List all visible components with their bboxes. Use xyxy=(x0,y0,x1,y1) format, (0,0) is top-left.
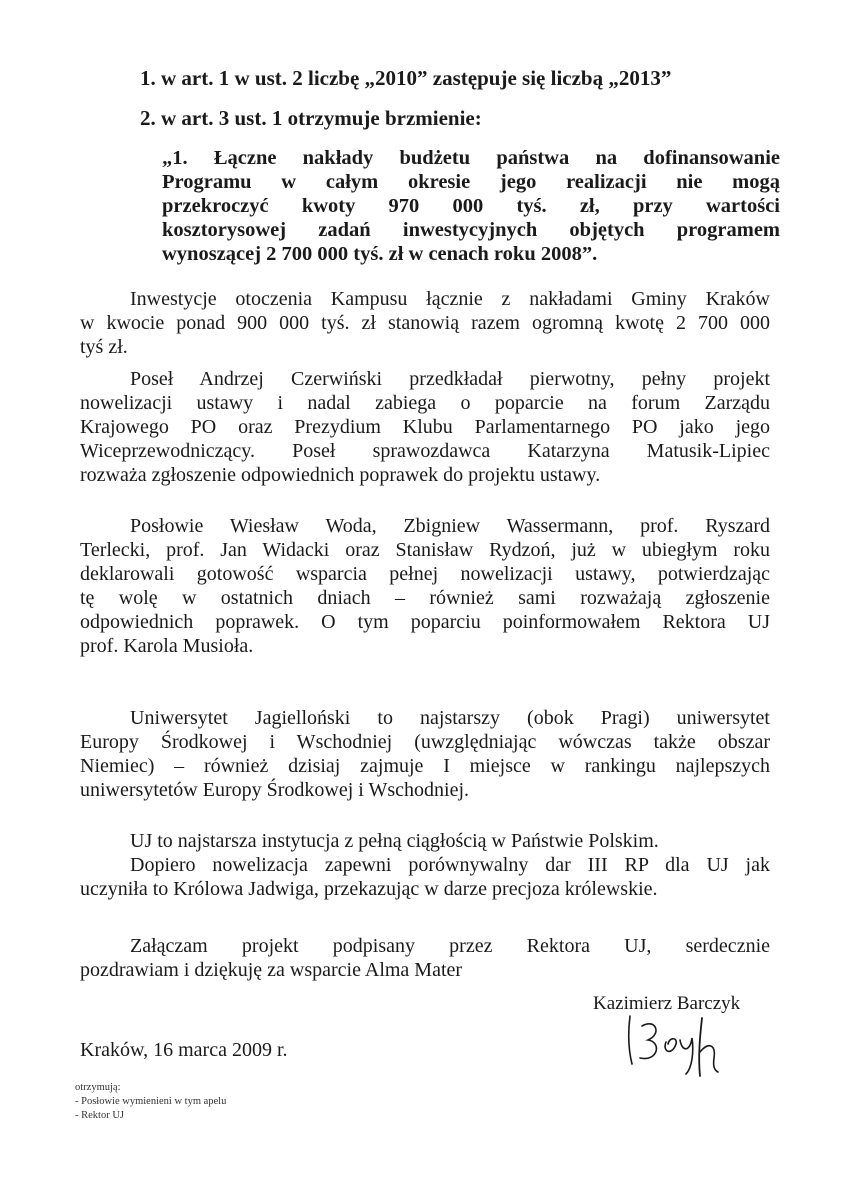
paragraph-closing xyxy=(80,934,770,982)
paragraph-line: Krajowego PO oraz Prezydium Klubu Parlamentarnego PO jako jego xyxy=(80,416,770,438)
paragraph-line: Wiceprzewodniczący. Poseł sprawozdawca Katarzyna Matusik-Lipiec xyxy=(80,440,770,462)
paragraph-line: w kwocie ponad 900 000 tyś. zł stanowią razem ogromną kwotę 2 700 000 xyxy=(80,312,770,334)
distribution-recipient: - Rektor UJ xyxy=(75,1110,124,1121)
paragraph-line: tyś zł. xyxy=(80,336,128,358)
paragraph-line: Niemiec) – również dzisiaj zajmuje I miejsce w rankingu najlepszych xyxy=(80,755,770,777)
quote-line: wynoszącej 2 700 000 tyś. zł w cenach roku 2008”. xyxy=(162,243,598,265)
quote-line: przekroczyć kwoty 970 000 tyś. zł, przy wartości xyxy=(162,195,780,217)
paragraph-line: Poseł Andrzej Czerwiński przedkładał pierwotny, pełny projekt xyxy=(130,368,770,390)
paragraph-line: rozważa zgłoszenie odpowiednich poprawek do projektu ustawy. xyxy=(80,464,601,486)
paragraph-mps-support xyxy=(80,514,770,658)
paragraph-line: deklarowali gotowość wsparcia pełnej nowelizacji ustawy, potwierdzając xyxy=(80,563,770,585)
amendment-item-1: 1. w art. 1 w ust. 2 liczbę „2010” zastępuje się liczbą „2013” xyxy=(140,66,672,90)
signer-name: Kazimierz Barczyk xyxy=(593,993,741,1014)
amendment-quote xyxy=(162,146,780,266)
quote-line: Programu w całym okresie jego realizacji nie mogą xyxy=(162,171,780,193)
paragraph-czerwinski xyxy=(80,367,770,487)
paragraph-line: prof. Karola Musioła. xyxy=(80,635,254,657)
paragraph-campus-investments xyxy=(80,287,770,359)
paragraph-line: Europy Środkowej i Wschodniej (uwzględniając wówczas także obszar xyxy=(80,731,770,753)
quote-line: kosztorysowej zadań inwestycyjnych objętych programem xyxy=(162,219,780,241)
paragraph-line: uniwersytetów Europy Środkowej i Wschodniej. xyxy=(80,779,470,801)
paragraph-line: UJ to najstarsza instytucja z pełną ciągłością w Państwie Polskim. xyxy=(130,830,659,852)
place-and-date: Kraków, 16 marca 2009 r. xyxy=(80,1039,288,1061)
distribution-recipient: - Posłowie wymienieni w tym apelu xyxy=(75,1096,227,1107)
paragraph-line: uczyniła to Królowa Jadwiga, przekazując w darze precjoza królewskie. xyxy=(80,878,658,900)
distribution-heading: otrzymują: xyxy=(75,1082,121,1093)
paragraph-line: odpowiednich poprawek. O tym poparciu poinformowałem Rektora UJ xyxy=(80,611,770,633)
paragraph-line: Terlecki, prof. Jan Widacki oraz Stanisław Rydzoń, już w ubiegłym roku xyxy=(80,539,770,561)
handwritten-signature xyxy=(622,1012,727,1080)
paragraph-line: Posłowie Wiesław Woda, Zbigniew Wassermann, prof. Ryszard xyxy=(130,515,770,537)
amendment-item-2: 2. w art. 3 ust. 1 otrzymuje brzmienie: xyxy=(140,106,482,130)
paragraph-line: nowelizacji ustawy i nadal zabiega o poparcie na forum Zarządu xyxy=(80,392,770,414)
distribution-list xyxy=(75,1081,226,1123)
paragraph-continuity xyxy=(80,829,770,901)
paragraph-line: Dopiero nowelizacja zapewni porównywalny dar III RP dla UJ jak xyxy=(130,854,770,876)
paragraph-line: tę wolę w ostatnich dniach – również sami rozważają zgłoszenie xyxy=(80,587,770,609)
paragraph-line: Załączam projekt podpisany przez Rektora UJ, serdecznie xyxy=(130,935,770,957)
paragraph-university xyxy=(80,706,770,802)
paragraph-line: Uniwersytet Jagielloński to najstarszy (obok Pragi) uniwersytet xyxy=(130,707,770,729)
paragraph-line: Inwestycje otoczenia Kampusu łącznie z nakładami Gminy Kraków xyxy=(130,288,770,310)
paragraph-line: pozdrawiam i dziękuję za wsparcie Alma Mater xyxy=(80,959,463,981)
quote-line: „1. Łączne nakłady budżetu państwa na dofinansowanie xyxy=(162,147,780,169)
